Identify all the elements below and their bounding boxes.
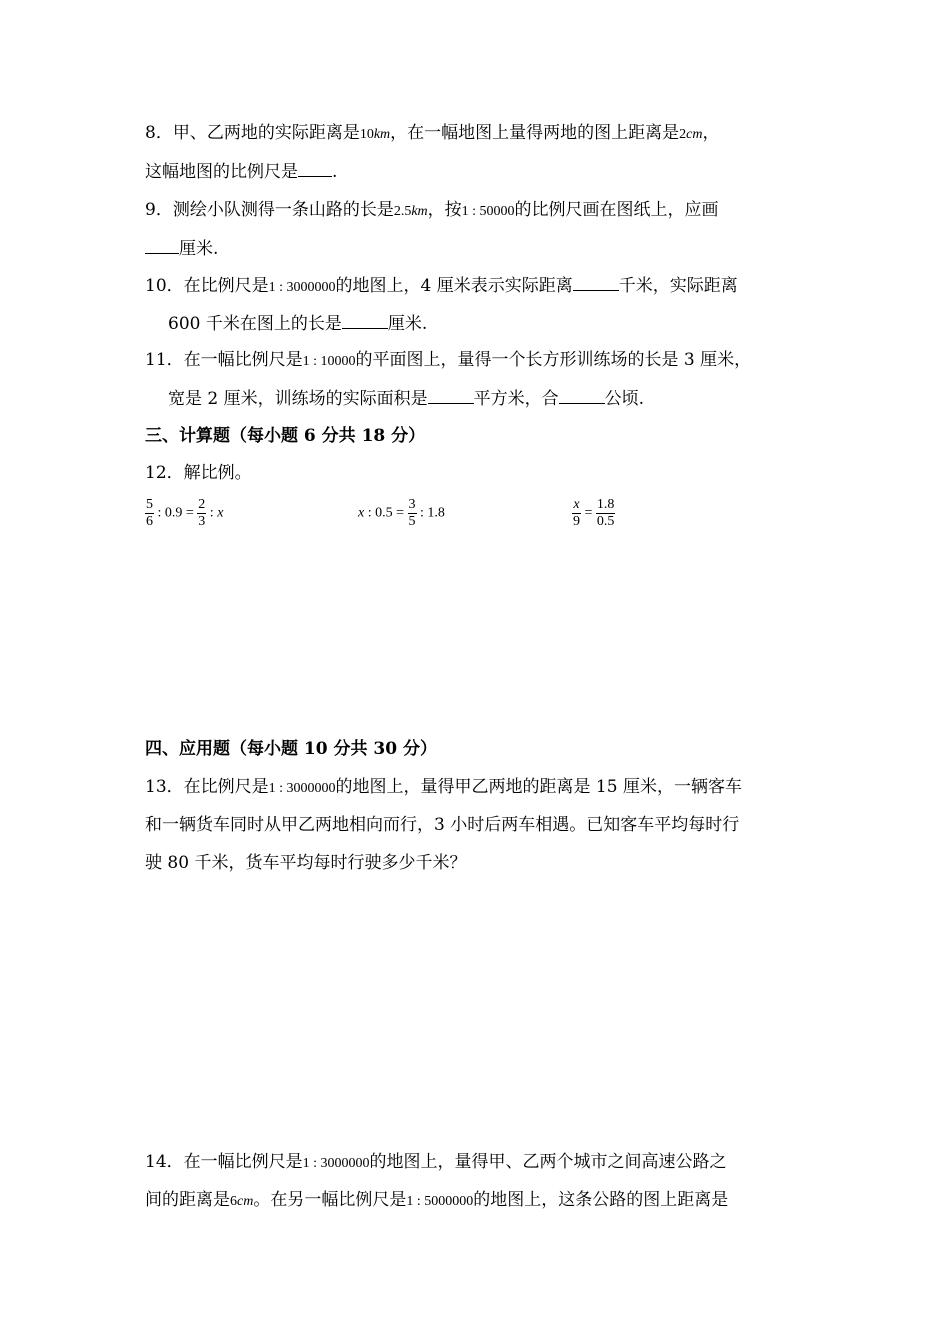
question-10-line-2 [168,311,427,336]
q13-scale: 1 : 3000000 [268,781,336,796]
q11-text: 的平面图上，量得一个长方形训练场的长是 3 厘米， [355,350,752,370]
answer-blank[interactable] [298,159,332,177]
q13-text: 13．在比例尺是 [145,777,269,797]
q14-distance-value: 6 [230,1194,237,1209]
question-8-line-1 [145,121,719,147]
q10-text: 的地图上，4 厘米表示实际距离 [335,276,573,296]
q11-text: 平方米，合 [473,389,559,409]
q8-text: . [332,162,338,182]
q14-scale: 1 : 3000000 [302,1156,370,1171]
question-9-line-2 [145,236,218,261]
q8-distance-unit: km [373,127,391,142]
answer-blank[interactable] [573,273,619,291]
question-14-line-1 [145,1150,727,1176]
question-12-text: 12．解比例。 [145,463,252,483]
q10-text: 10．在比例尺是 [145,276,269,296]
q11-text: 宽是 2 厘米，训练场的实际面积是 [168,389,428,409]
equation-2 [358,497,445,530]
q8-distance-value: 10 [359,127,374,142]
question-10-line-1 [145,273,738,300]
equation-text: : [209,505,214,521]
answer-blank[interactable] [145,236,179,254]
q8-map-distance-unit: cm [686,127,703,142]
q9-length-unit: km [411,204,428,219]
q8-map-distance-value: 2 [679,127,687,142]
section-3-title: 三、计算题（每小题 6 分共 18 分） [145,426,426,446]
section-4-title: 四、应用题（每小题 10 分共 30 分） [145,739,437,759]
question-11-line-2 [168,386,644,411]
equation-text: = [584,505,593,521]
fraction: $\frac{1.8}{0.5}$ [596,497,615,529]
equation-3 [572,497,615,530]
question-11-line-1 [145,348,751,374]
question-8-line-2 [145,159,337,184]
equation-variable: x [358,505,365,521]
q14-text: 14．在一幅比例尺是 [145,1152,303,1172]
question-14-line-2 [145,1188,728,1214]
fraction: $\frac{x}{9}$ [573,497,580,529]
equation-text: : 1.8 [420,505,445,521]
q8-text: 这幅地图的比例尺是 [145,162,298,182]
q9-text: 的比例尺画在图纸上，应画 [514,200,719,220]
fraction: $\frac{5}{6}$ [146,497,153,529]
q10-text: 千米，实际距离 [618,276,738,296]
q13-text: 的地图上，量得甲乙两地的距离是 15 厘米，一辆客车 [335,777,742,797]
q8-text: ， [702,123,720,143]
q10-text: 600 千米在图上的长是 [168,314,342,334]
q14-text: 。在另一幅比例尺是 [253,1190,407,1210]
equation-variable: x [217,505,224,521]
question-9-line-1 [145,198,719,224]
fraction: $\frac{3}{5}$ [408,497,416,529]
q14-text: 间的距离是 [145,1190,230,1210]
q9-text: ，按 [427,200,462,220]
question-13-line-3: 驶 80 千米，货车平均每时行驶多少千米？ [145,853,467,873]
equation-text: : 0.5 = [367,505,405,521]
fraction: $\frac{2}{3}$ [198,497,206,529]
q9-text: 厘米. [179,239,219,259]
q11-text: 11．在一幅比例尺是 [145,350,303,370]
q14-text: 的地图上，这条公路的图上距离是 [473,1190,729,1210]
answer-blank[interactable] [428,386,474,404]
q8-text: 8．甲、乙两地的实际距离是 [145,123,360,143]
q11-scale: 1 : 10000 [302,354,356,369]
q14-scale-2: 1 : 5000000 [406,1194,474,1209]
question-13-line-1 [145,775,742,801]
question-13-line-2: 和一辆货车同时从甲乙两地相向而行，3 小时后两车相遇。已知客车平均每时行 [145,815,740,835]
equation-text: : 0.9 = [157,505,194,521]
q8-text: ，在一幅地图上量得两地的图上距离是 [390,123,680,143]
q14-distance-unit: cm [237,1194,254,1209]
answer-blank[interactable] [342,311,388,329]
q11-text: 公顷. [604,389,645,409]
equation-1 [145,497,223,530]
q10-text: 厘米. [387,314,428,334]
q10-scale: 1 : 3000000 [268,280,336,295]
q14-text: 的地图上，量得甲、乙两个城市之间高速公路之 [369,1152,727,1172]
q9-text: 9．测绘小队测得一条山路的长是 [145,200,394,220]
answer-blank[interactable] [559,386,605,404]
q9-length-value: 2.5 [393,204,412,219]
q9-scale: 1 : 50000 [461,204,515,219]
